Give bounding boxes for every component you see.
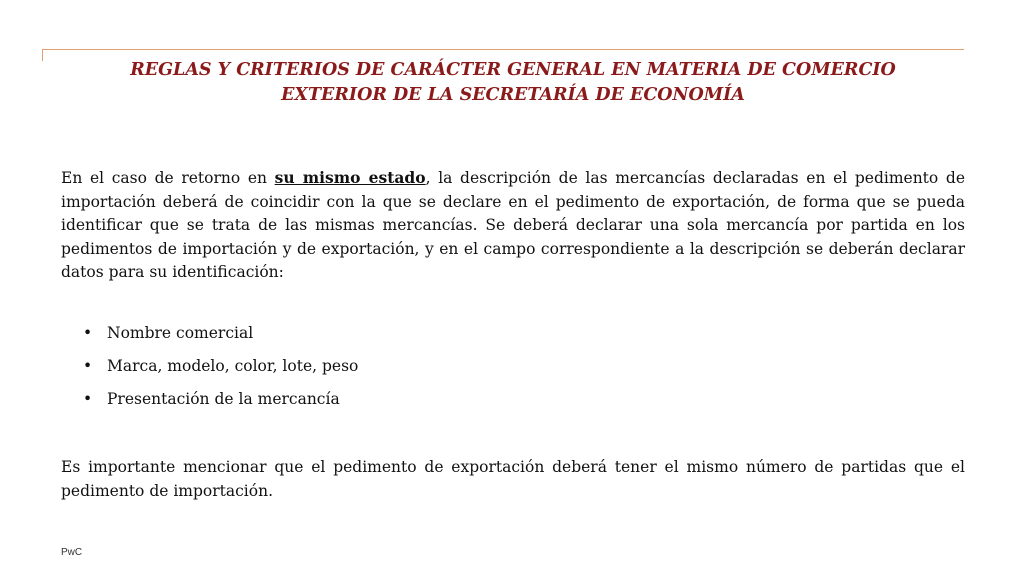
bullet-dot: • xyxy=(83,390,93,408)
paragraph-intro-emphasis: su mismo estado xyxy=(274,168,426,187)
bullet-list xyxy=(61,322,358,421)
title-line-2: EXTERIOR DE LA SECRETARÍA DE ECONOMÍA xyxy=(281,85,745,105)
title-line-1: REGLAS Y CRITERIOS DE CARÁCTER GENERAL EN MATERIA DE COMERCIO xyxy=(130,60,896,80)
bullet-text: Presentación de la mercancía xyxy=(107,390,340,408)
bullet-text: Marca, modelo, color, lote, peso xyxy=(107,357,359,375)
slide-body xyxy=(61,166,965,500)
bullet-dot: • xyxy=(83,357,93,375)
top-rule xyxy=(42,49,964,50)
bullet-text: Nombre comercial xyxy=(107,324,254,342)
paragraph-intro xyxy=(61,166,965,285)
paragraph-intro-after: , la descripción de las mercancías declaradas en el pedimento de importación deberá de coincidir con la que se declare en el pedimento de exportación, de forma que se pueda identificar que se trata de las mismas mercancías. Se deberá declarar una sola mercancía por partida en los pedimentos de importación y de exportación, y en el campo correspondiente a la descripción se deberán declarar datos para su identificación: xyxy=(61,169,965,281)
bullet-item xyxy=(61,355,358,388)
slide-title xyxy=(60,58,966,108)
paragraph-closing: Es importante mencionar que el pedimento de exportación deberá tener el mismo número de partidas que el pedimento de importación. xyxy=(61,458,965,500)
bullet-dot: • xyxy=(83,324,93,342)
footer-brand: PwC xyxy=(61,547,83,558)
bullet-item xyxy=(61,322,358,355)
paragraph-intro-before: En el caso de retorno en xyxy=(61,169,275,187)
bullet-item xyxy=(61,388,358,421)
top-rule-tick xyxy=(42,49,43,61)
